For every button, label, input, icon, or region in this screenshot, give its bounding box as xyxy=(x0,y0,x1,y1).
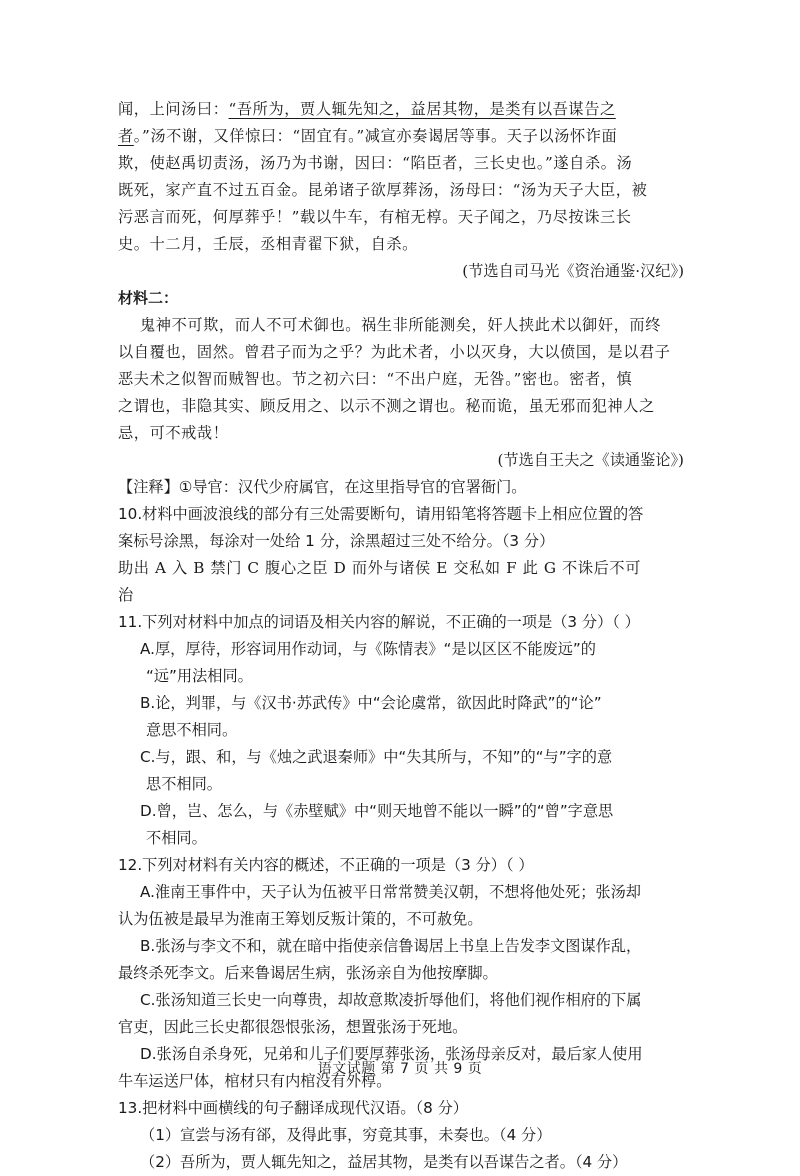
question-10-segment-line: 治 xyxy=(118,586,134,604)
question-11-option-c: C.与，跟、和，与《烛之武退秦师》中“失其所与，不知”的“与”字的意 xyxy=(140,748,613,766)
passage-one-line-text: 。”汤不谢，又佯惊曰：“固宜有。”减宣亦奏谒居等事。天子以汤怀诈面 xyxy=(133,127,618,145)
question-11-option-b-cont: 意思不相同。 xyxy=(146,721,238,739)
question-11 xyxy=(118,609,684,852)
question-11-option-b: B.论，判罪，与《汉书·苏武传》中“会论虞常，欲因此时降武”的“论” xyxy=(140,694,602,712)
annotation-note: 【注释】①导官：汉代少府属官，在这里指导官的官署衙门。 xyxy=(118,478,527,496)
question-13-item-1: （1）宣尝与汤有郤，及得此事，穷竟其事，未奏也。（4 分） xyxy=(140,1126,552,1144)
question-11-option-d: D.曾，岂、怎么，与《赤壁赋》中“则天地曾不能以一瞬”的“曾”字意思 xyxy=(140,802,614,820)
passage-one-line: 既死，家产直不过五百金。昆弟诸子欲厚葬汤，汤母曰：“汤为天子大臣，被 xyxy=(118,181,648,199)
passage-two-heading: 材料二： xyxy=(118,289,179,307)
question-12-option-d: D.张汤自杀身死，兄弟和儿子们要厚葬张汤，张汤母亲反对，最后家人使用 xyxy=(140,1045,643,1063)
passage-two-line: 忌，可不戒哉！ xyxy=(118,424,229,442)
question-11-option-a: A.厚，厚待，形容词用作动词，与《陈情表》“是以区区不能废远”的 xyxy=(140,640,596,658)
question-10 xyxy=(118,501,684,609)
question-10-line: 10.材料中画波浪线的部分有三处需要断句，请用铅笔将答题卡上相应位置的答 xyxy=(118,505,644,523)
passage-two-line: 以自覆也，固然。曾君子而为之乎？为此术者，小以灭身，大以偾国，是以君子 xyxy=(118,343,671,361)
passage-one-line: 欺，使赵禹切责汤，汤乃为书谢，因曰：“陷臣者，三长史也。”遂自杀。汤 xyxy=(118,154,633,172)
passage-one-line-prefix: 闻，上问汤曰： xyxy=(118,100,229,118)
page-footer: 语文试题 第 7 页 共 9 页 xyxy=(317,1061,483,1077)
question-12-option-b-cont: 最终杀死李文。后来鲁谒居生病，张汤亲自为他按摩脚。 xyxy=(118,964,498,982)
question-13-item-2: （2）吾所为，贾人辄先知之，益居其物，是类有以吾谋告之者。（4 分） xyxy=(140,1153,628,1171)
question-10-line: 案标号涂黑，每涂对一处给 1 分，涂黑超过三处不给分。（3 分） xyxy=(118,532,555,550)
question-12-option-a: A.淮南王事件中，天子认为伍被平日常常赞美汉朝，不想将他处死；张汤却 xyxy=(140,883,641,901)
question-12-option-b: B.张汤与李文不和，就在暗中指使亲信鲁谒居上书皇上告发李文图谋作乱， xyxy=(140,937,642,955)
underlined-sentence-end: 者 xyxy=(118,127,134,145)
question-11-option-d-cont: 不相同。 xyxy=(146,829,207,847)
passage-one-line xyxy=(118,123,684,150)
passage-two-source: (节选自王夫之《读通鉴论》) xyxy=(497,451,684,469)
question-12-option-d-cont: 牛车运送尸体，棺材只有内棺没有外椁。 xyxy=(118,1072,392,1090)
passage-one xyxy=(118,96,684,285)
passage-two xyxy=(118,285,684,474)
question-13 xyxy=(118,1095,684,1176)
question-11-option-a-cont: “远”用法相同。 xyxy=(146,667,253,685)
passage-one-line xyxy=(118,96,684,123)
question-11-option-c-cont: 思不相同。 xyxy=(146,775,222,793)
question-10-segment-line: 助出 A 入 B 禁门 C 腹心之臣 D 而外与诸侯 E 交私如 F 此 G 不诛后不可 xyxy=(118,559,641,577)
passage-two-line: 之谓也，非隐其实、顾反用之、以示不测之谓也。秘而诡，虽无邪而犯神人之 xyxy=(118,397,655,415)
passage-two-line: 恶夫术之似智而贼智也。节之初六曰：“不出户庭，无咎。”密也。密者，慎 xyxy=(118,370,633,388)
passage-one-line: 史。十二月，壬辰，丞相青翟下狱，自杀。 xyxy=(118,235,418,253)
passage-one-line: 污恶言而死，何厚葬乎！”载以牛车，有棺无椁。天子闻之，乃尽按诛三长 xyxy=(118,208,632,226)
question-12-option-a-cont: 认为伍被是最早为淮南王筹划反叛计策的，不可赦免。 xyxy=(118,910,483,928)
passage-two-line: 鬼神不可欺，而人不可术御也。祸生非所能测矣，奸人挟此术以御奸，而终 xyxy=(140,316,661,334)
question-12-option-c-cont: 官吏，因此三长史都很怨恨张汤，想置张汤于死地。 xyxy=(118,1018,468,1036)
question-12-option-c: C.张汤知道三长史一向尊贵，却故意欺凌折辱他们，将他们视作相府的下属 xyxy=(140,991,642,1009)
question-13-stem: 13.把材料中画横线的句子翻译成现代汉语。（8 分） xyxy=(118,1099,468,1117)
underlined-sentence: “吾所为，贾人辄先知之，益居其物，是类有以吾谋告之 xyxy=(228,100,616,118)
passage-one-source: (节选自司马光《资治通鉴·汉纪》) xyxy=(462,262,684,280)
question-11-stem: 11.下列对材料中加点的词语及相关内容的解说，不正确的一项是（3 分）（ ） xyxy=(118,613,640,631)
question-12-stem: 12.下列对材料有关内容的概述，不正确的一项是（3 分）（ ） xyxy=(118,856,534,874)
exam-page xyxy=(118,96,684,1176)
